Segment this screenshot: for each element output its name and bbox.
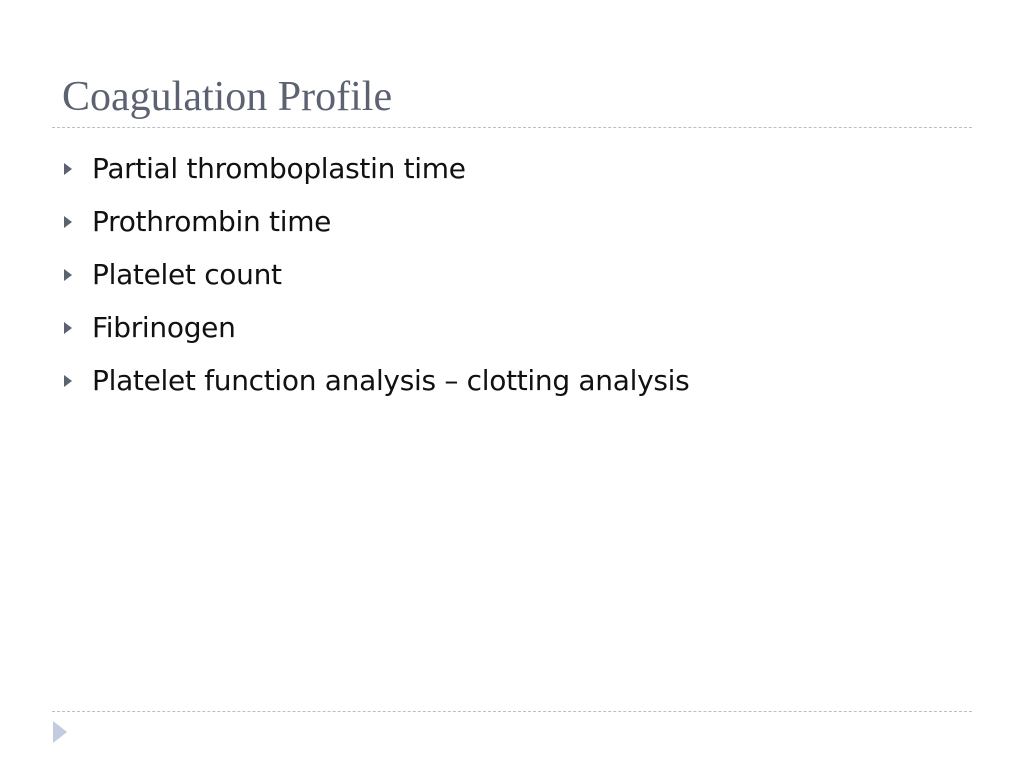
- triangle-bullet-icon: [64, 375, 72, 387]
- bullet-text: Partial thromboplastin time: [92, 152, 466, 185]
- bullet-text: Fibrinogen: [92, 311, 236, 344]
- list-item: [60, 301, 689, 354]
- next-slide-arrow-icon[interactable]: [53, 721, 67, 743]
- triangle-bullet-icon: [64, 322, 72, 334]
- triangle-bullet-icon: [64, 216, 72, 228]
- bullet-text: Platelet count: [92, 258, 282, 291]
- footer-divider: [52, 711, 972, 712]
- bullet-text: Platelet function analysis – clotting analysis: [92, 364, 690, 397]
- list-item: [60, 142, 689, 195]
- list-item: [60, 195, 689, 248]
- title-divider: [52, 127, 972, 128]
- bullet-list: [60, 142, 689, 407]
- bullet-text: Prothrombin time: [92, 205, 332, 238]
- triangle-bullet-icon: [64, 269, 72, 281]
- triangle-bullet-icon: [64, 163, 72, 175]
- list-item: [60, 354, 689, 407]
- slide-title: Coagulation Profile: [62, 74, 393, 120]
- list-item: [60, 248, 689, 301]
